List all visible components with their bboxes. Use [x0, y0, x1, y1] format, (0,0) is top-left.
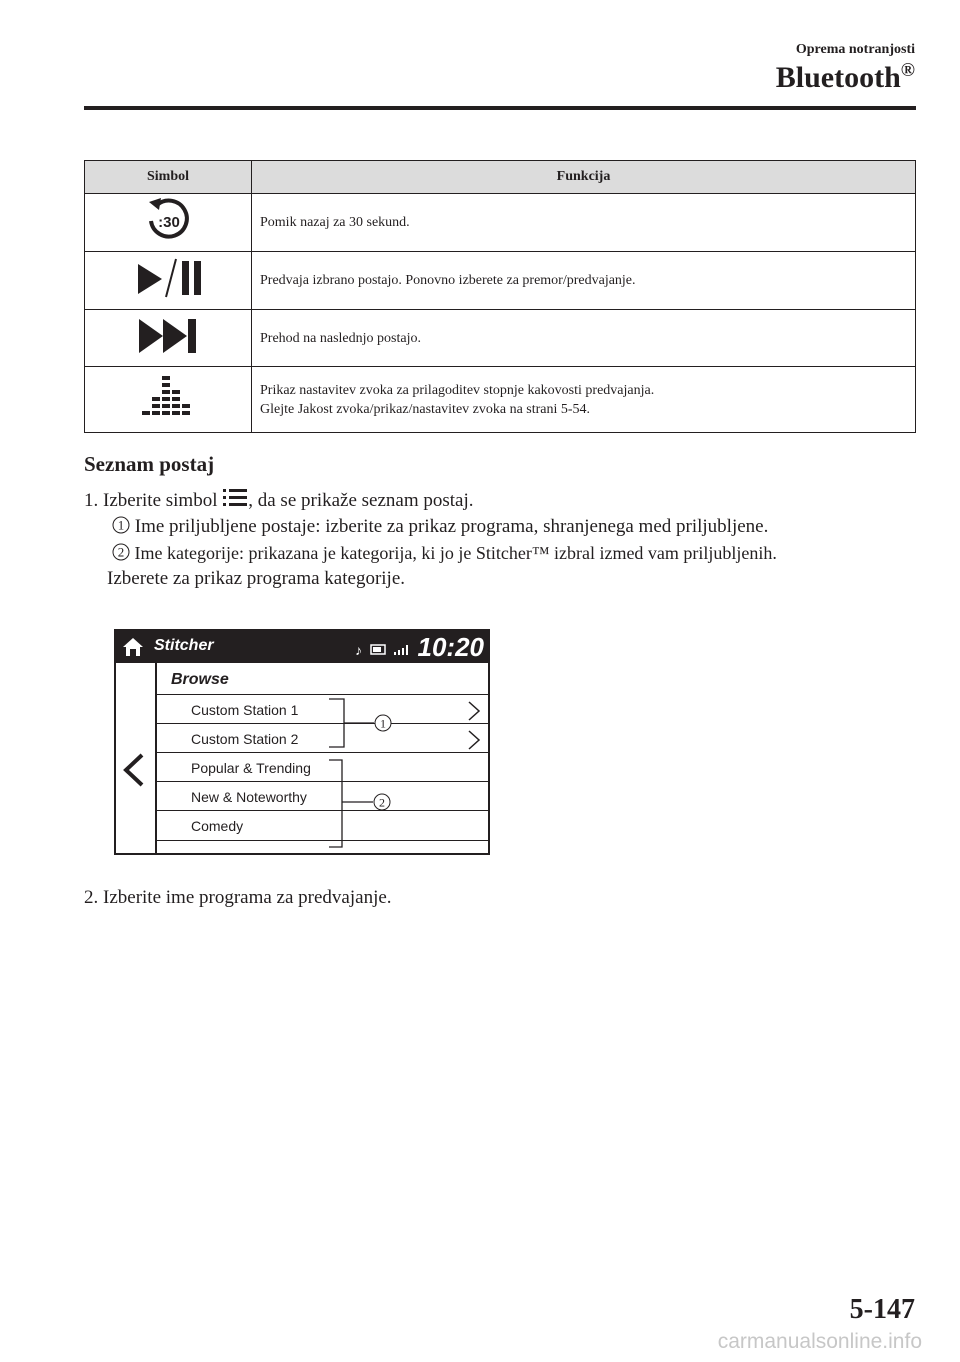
browse-heading: Browse	[171, 671, 229, 688]
function-line: Glejte Jakost zvoka/prikaz/nastavitev zvoka na strani 5-54.	[260, 401, 591, 417]
stitcher-screen	[114, 629, 490, 855]
screen-clock: 10:20	[417, 632, 484, 662]
list-icon	[222, 488, 248, 508]
page-number: 5-147	[849, 1294, 915, 1325]
table-cell-function: Pomik nazaj za 30 sekund.	[252, 194, 916, 252]
screen-callout-2-label: 2	[379, 795, 385, 810]
callout-1-label: 1	[117, 517, 125, 533]
callout-2-label: 2	[117, 544, 125, 560]
item-2-continuation: Izberete za prikaz programa kategorije.	[107, 568, 406, 589]
page-title	[776, 60, 915, 95]
callout-circle-2	[112, 543, 130, 561]
registered-mark: ®	[900, 60, 915, 81]
list-item-label: Popular & Trending	[191, 760, 311, 776]
list-item-label: Custom Station 1	[191, 702, 299, 718]
play-pause-icon	[85, 252, 252, 310]
list-item-label: Comedy	[191, 818, 244, 834]
table-cell-function: Predvaja izbrano postajo. Ponovno izberete za premor/predvajanje.	[252, 252, 916, 310]
item-1	[112, 514, 768, 539]
watermark: carmanualsonline.info	[717, 1330, 922, 1353]
step-2: 2. Izberite ime programa za predvajanje.	[84, 887, 392, 908]
screen-callout-2	[374, 794, 390, 810]
symbol-table	[84, 160, 916, 433]
section-heading: Seznam postaj	[84, 452, 215, 476]
col-function-header: Funkcija	[252, 161, 916, 194]
function-line: Prikaz nastavitev zvoka za prilagoditev stopnje kakovosti predvajanja.	[260, 382, 655, 398]
callout-circle-1	[112, 516, 130, 534]
screen-title: Stitcher	[154, 637, 214, 654]
table-header-row	[85, 161, 916, 194]
header-rule	[84, 106, 916, 110]
skip-next-icon	[85, 310, 252, 367]
step-1	[84, 488, 474, 513]
table-row	[85, 194, 916, 252]
callout-brackets	[116, 631, 488, 853]
table-row	[85, 252, 916, 310]
music-note-icon: ♪	[355, 644, 362, 657]
table-row	[85, 310, 916, 367]
svg-text::30: :30	[158, 214, 180, 231]
item-1-text: Ime priljubljene postaje: izberite za prikaz programa, shranjenega med priljubljene.	[134, 516, 769, 537]
table-row	[85, 367, 916, 433]
rewind-30-icon	[85, 194, 252, 252]
table-cell-function: Prehod na naslednjo postajo.	[252, 310, 916, 367]
item-2-text: Ime kategorije: prikazana je kategorija, ki jo je Stitcher™ izbral izmed vam priljubljenih.	[134, 543, 777, 563]
screen-callout-1	[375, 715, 391, 731]
screen-callout-1-label: 1	[380, 716, 386, 731]
step-1-prefix: 1. Izberite simbol	[84, 490, 218, 511]
list-item-label: Custom Station 2	[191, 731, 299, 747]
step-1-suffix: , da se prikaže seznam postaj.	[248, 490, 474, 511]
col-symbol-header: Simbol	[85, 161, 252, 194]
table-cell-function	[252, 367, 916, 433]
page-title-text: Bluetooth	[775, 61, 901, 94]
sound-settings-icon	[85, 367, 252, 433]
list-item-label: New & Noteworthy	[191, 789, 307, 805]
item-2	[112, 541, 777, 566]
section-subtitle: Oprema notranjosti	[795, 42, 915, 57]
